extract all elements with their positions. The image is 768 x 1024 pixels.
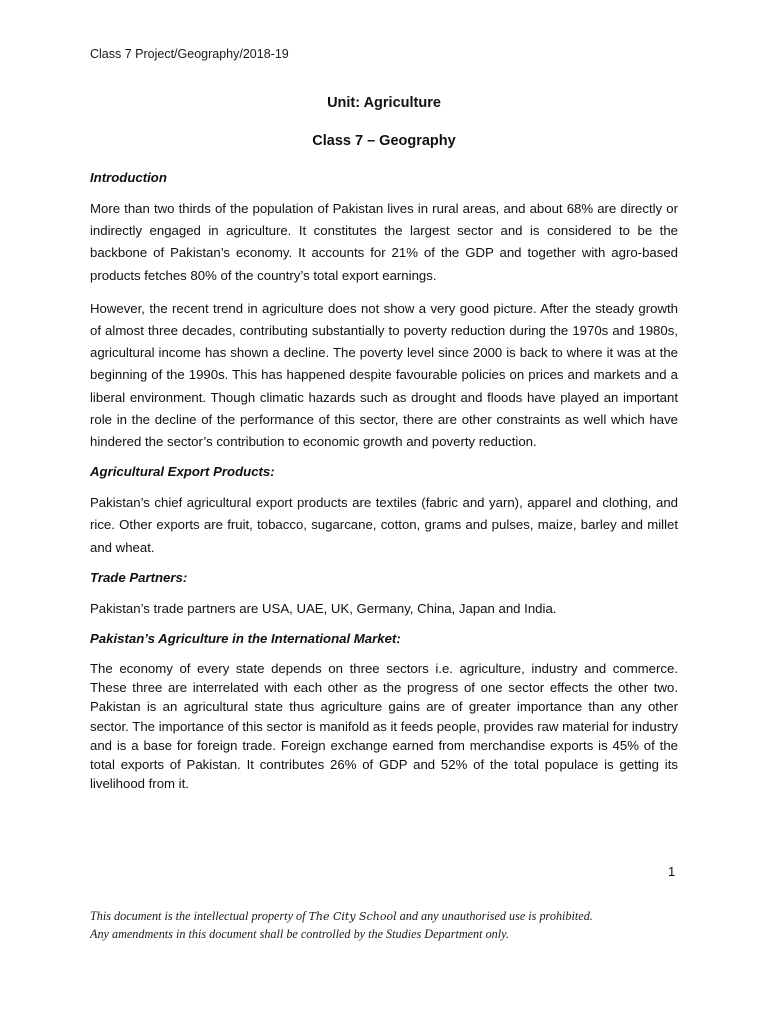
school-name: The City School <box>308 910 397 923</box>
introduction-paragraph-1: More than two thirds of the population of Pakistan lives in rural areas, and about 68% are directly or indirectly engaged in agriculture. It constitutes the largest sector and is considered to be the backbone of Pakistan’s economy. It accounts for 21% of the GDP and together with agro-based products fetches 80% of the country’s total export earnings. <box>90 201 678 283</box>
running-header: Class 7 Project/Geography/2018-19 <box>90 47 289 61</box>
export-products-heading: Agricultural Export Products: <box>90 464 275 480</box>
footer-line2: Any amendments in this document shall be controlled by the Studies Department only. <box>90 926 509 941</box>
introduction-paragraph-2: However, the recent trend in agriculture does not show a very good picture. After the steady growth of almost three decades, contributing substantially to poverty reduction during the 1970s and 1980s, agricultural income has shown a decline. The poverty level since 2000 is back to where it was at the beginning of the 1990s. This has happened despite favourable policies on prices and markets and a liberal environment. Though climatic hazards such as drought and floods have played an important role in the decline of the performance of this sector, there are other constraints as well which have hindered the sector’s contribution to economic growth and poverty reduction. <box>90 300 678 450</box>
class-title: Class 7 – Geography <box>312 133 456 149</box>
export-products-paragraph: Pakistan’s chief agricultural export products are textiles (fabric and yarn), apparel and clothing, and rice. Other exports are fruit, tobacco, sugarcane, cotton, grams and pulses, maize, barley and millet and wheat. <box>90 495 678 555</box>
trade-partners-heading: Trade Partners: <box>90 569 188 585</box>
introduction-heading: Introduction <box>90 170 167 185</box>
footer-line1-start: This document is the intellectual property of <box>90 909 309 923</box>
footer-line1-end: and any unauthorised use is prohibited. <box>396 909 593 923</box>
unit-title: Unit: Agriculture <box>327 95 441 111</box>
trade-partners-paragraph: Pakistan’s trade partners are USA, UAE, UK, Germany, China, Japan and India. <box>90 600 557 616</box>
international-market-heading: Pakistan’s Agriculture in the International Market: <box>90 631 401 647</box>
document-body <box>90 170 678 804</box>
footer-notice <box>90 908 690 942</box>
international-market-paragraph: The economy of every state depends on three sectors i.e. agriculture, industry and commerce. These three are interrelated with each other as the progress of one sector effects the other two. Pakistan is an agricultural state thus agriculture gains are of greater importance than any other sector. The importance of this sector is manifold as it feeds people, provides raw material for industry and is a base for foreign trade. Foreign exchange earned from merchandise exports is 45% of the total exports of Pakistan. It contributes 26% of GDP and 52% of the total populace is getting its livelihood from it. <box>90 661 678 792</box>
page-number: 1 <box>668 864 676 879</box>
